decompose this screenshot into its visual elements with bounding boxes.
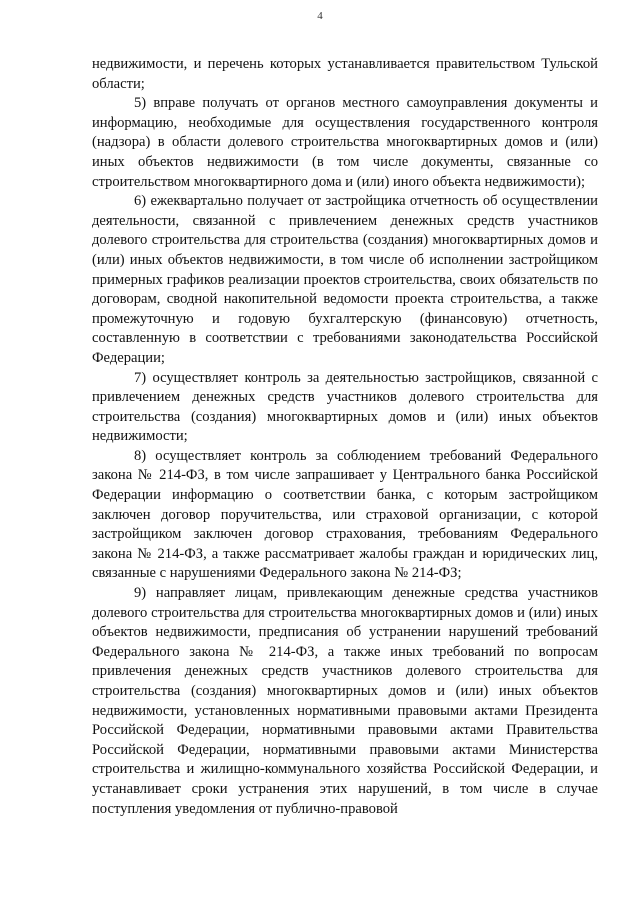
paragraph-item-7: 7) осуществляет контроль за деятельностью застройщиков, связанной с привлечением денежных средств участников долевого строительства для строительства (создания) многоквартирных домов и (или) иных объектов недвижимости; <box>92 369 598 445</box>
paragraph-item-6: 6) ежеквартально получает от застройщика отчетность об осуществлении деятельности, связанной с привлечением денежных средств участников долевого строительства для строительства (создания) многоквартирных домов и (или) иных объектов недвижимости, в том числе об исполнении застройщиком примерных графиков реализации проектов строительства, своих обязательств по договорам, сводной накопительной ведомости проекта строительства, а также промежуточную и годовую бухгалтерскую (финансовую) отчетность, составленную в соответствии с требованиями законодательства Российской Федерации; <box>92 193 598 366</box>
paragraph-item-8: 8) осуществляет контроль за соблюдением требований Федерального закона № 214-ФЗ, в том числе запрашивает у Центрального банка Российской Федерации информацию о соответствии банка, с которым застройщиком заключен договор поручительства, или страховой организации, с которой застройщиком заключен договор страхования, требованиям Федерального закона № 214-ФЗ, а также рассматривает жалобы граждан и юридических лиц, связанные с нарушениями Федерального закона № 214-ФЗ; <box>92 447 598 582</box>
paragraph-item-5: 5) вправе получать от органов местного самоуправления документы и информацию, необходимые для осуществления государственного контроля (надзора) в области долевого строительства многоквартирных домов и (или) иных объектов недвижимости (в том числе документы, связанные со строительством многоквартирного дома и (или) иного объекта недвижимости); <box>92 95 598 190</box>
page-number: 4 <box>317 10 323 22</box>
paragraph-item-9: 9) направляет лицам, привлекающим денежные средства участников долевого строительства для строительства многоквартирных домов и (или) иных объектов недвижимости, предписания об устранении нарушений требований Федерального закона № 214-ФЗ, а также иных требований по вопросам привлечения денежных средств участников долевого строительства для строительства (создания) многоквартирных домов и (или) иных объектов недвижимости, установленных нормативными правовыми актами Президента Российской Федерации, нормативными правовыми актами Правительства Российской Федерации, нормативными правовыми актами Министерства строительства и жилищно-коммунального хозяйства Российской Федерации, и устанавливает сроки устранения этих нарушений, в том числе в случае поступления уведомления от публично-правовой <box>92 585 598 817</box>
document-body <box>92 55 598 819</box>
paragraph-continuation: недвижимости, и перечень которых устанавливается правительством Тульской области; <box>92 56 598 92</box>
